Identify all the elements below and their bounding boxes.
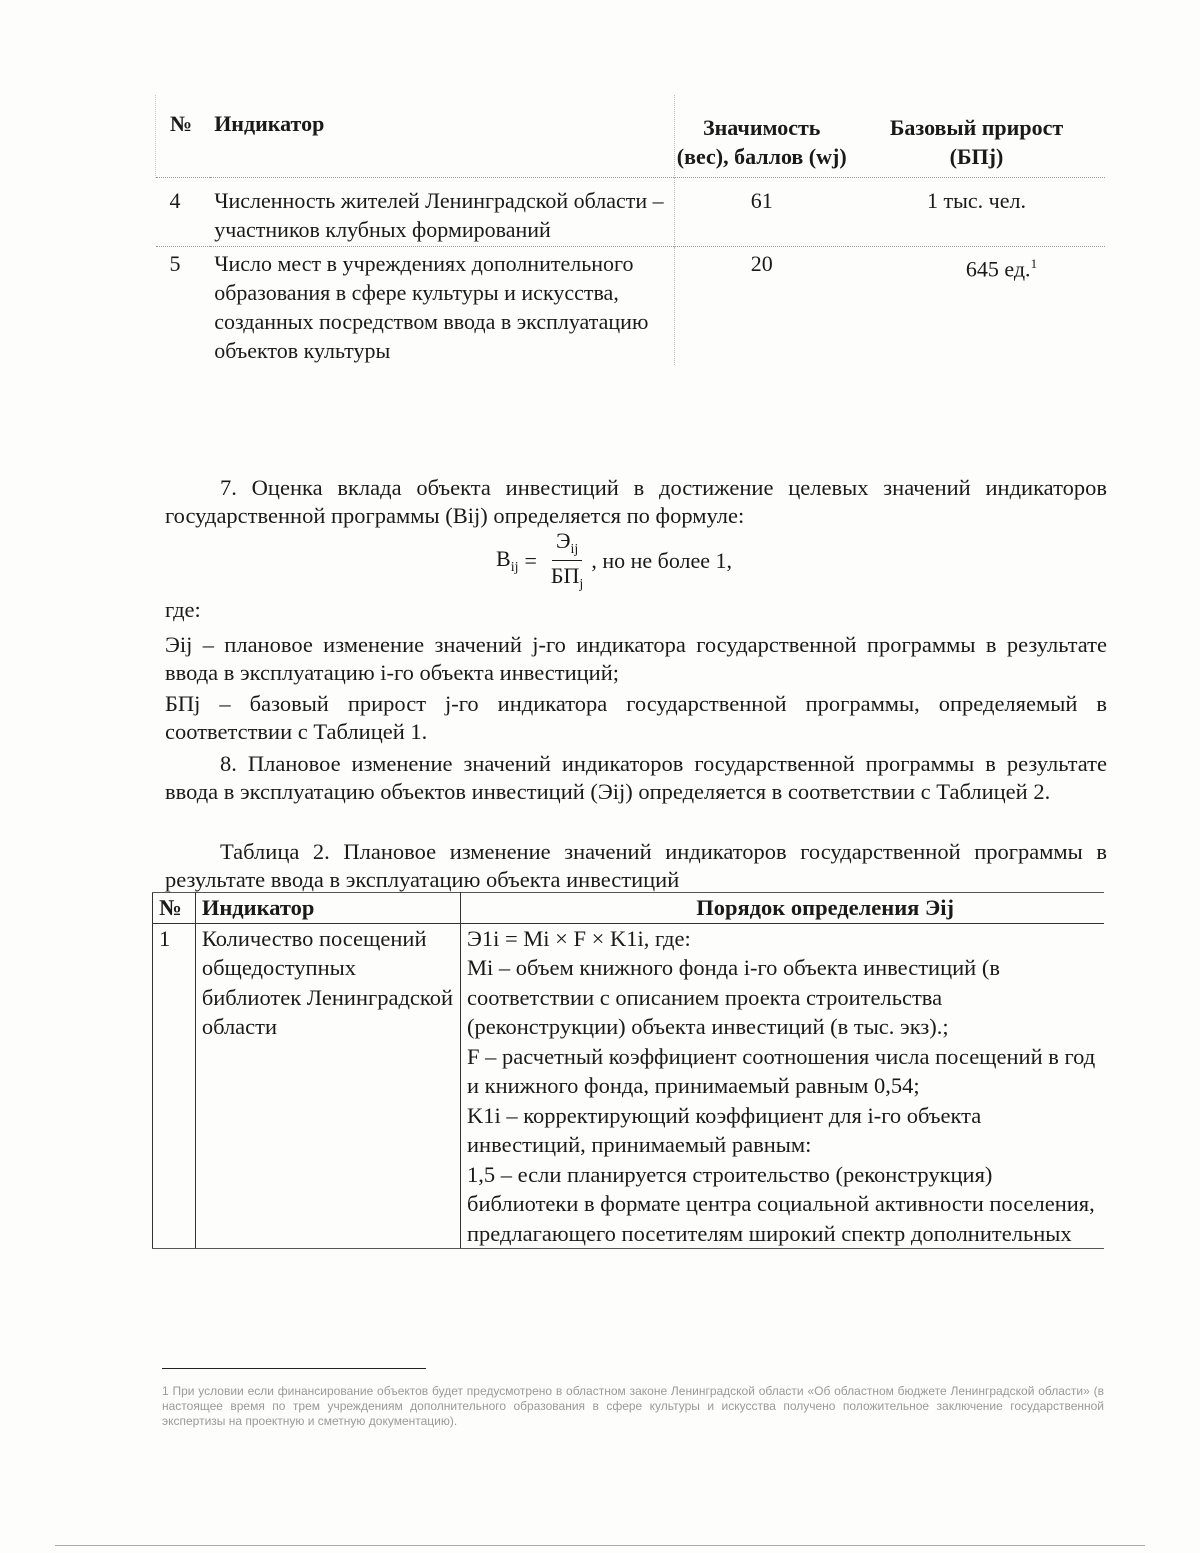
table2-header-no: № <box>153 893 196 924</box>
table2-row-indicator: Количество посещений общедоступных библиотек Ленинградской области <box>195 923 460 1249</box>
table1-row-no: 4 <box>156 178 211 247</box>
table-row <box>156 247 1106 366</box>
method-formula: Э1i = Mi × F × K1i, где: <box>467 925 691 951</box>
method-line: F – расчетный коэффициент соотношения числа посещений в год и книжного фонда, принимаемый равным 0,54; <box>467 1043 1096 1098</box>
formula-tail: , но не более 1, <box>591 547 733 573</box>
footnote-ref: 1 <box>1030 256 1038 271</box>
table1-header-no: № <box>156 95 211 178</box>
table1-header-base: Базовый прирост (БПj) <box>889 115 1064 169</box>
table1-row-weight: 61 <box>675 178 848 247</box>
method-line: 1,5 – если планируется строительство (реконструкция) библиотеки в формате центра социальной активности поселения, предлагающего посетителям широкий спектр дополнительных <box>467 1161 1095 1246</box>
footnote-separator <box>162 1368 426 1369</box>
table-row <box>156 178 1106 247</box>
formula-lhs: $B_{ij}$ <box>496 545 519 575</box>
table2-header-row <box>153 893 1105 924</box>
table1-row-indicator: Число мест в учреждениях дополнительного образования в сфере культуры и искусства, созданных посредством ввода в эксплуатацию объектов культуры <box>210 247 675 366</box>
table1-row-base <box>848 247 1105 366</box>
table2-row-no: 1 <box>153 923 196 1249</box>
table1-row-weight: 20 <box>675 247 848 366</box>
indicators-table-2 <box>152 892 1104 1249</box>
table1-header-weight: Значимость (вес), баллов (wj) <box>675 95 848 178</box>
formula-denominator: $БП_j$ <box>550 563 584 592</box>
definition-bpj: БПj – базовый прирост j-го индикатора государственной программы, определяемый в соответствии с Таблицей 1. <box>165 691 1107 744</box>
table1-row-base-value: 645 ед. <box>965 256 1031 282</box>
method-line: K1i – корректирующий коэффициент для i-го объекта инвестиций, принимаемый равным: <box>467 1102 982 1157</box>
footnote: 1 При условии если финансирование объектов будет предусмотрено в областном законе Ленинградской области «Об областном бюджете Ленинградской области» (в настоящее время по трем учреждениям дополнительного образования в сфере культуры и искусства получено положительное заключение государственной экспертизы на проектную и сметную документацию). <box>162 1384 1104 1428</box>
table1-row-base <box>848 178 1105 247</box>
formula-fraction <box>551 528 583 593</box>
table2-row-method <box>461 923 1105 1249</box>
table1-row-no: 5 <box>156 247 211 366</box>
page-bottom-edge <box>55 1545 1145 1546</box>
table1-row-indicator: Численность жителей Ленинградской области – участников клубных формирований <box>210 178 675 247</box>
table1-header-indicator: Индикатор <box>214 111 325 136</box>
paragraph-8: 8. Плановое изменение значений индикаторов государственной программы в результате ввода в эксплуатацию объектов инвестиций (Эij) определяется в соответствии с Таблицей 2. <box>165 751 1107 804</box>
table2-header-how: Порядок определения Эij <box>461 893 1105 924</box>
formula-equals: = <box>524 547 537 573</box>
method-line: Mi – объем книжного фонда i-го объекта инвестиций (в соответствии с описанием проекта строительства (реконструкции) объекта инвестиций (в тыс. экз).; <box>467 955 1000 1039</box>
table2-caption: Таблица 2. Плановое изменение значений индикаторов государственной программы в результате ввода в эксплуатацию объекта инвестиций <box>165 839 1107 892</box>
paragraph-7: 7. Оценка вклада объекта инвестиций в достижение целевых значений индикаторов государственной программы (Bij) определяется по формуле: <box>165 475 1107 528</box>
table1-row-base-value: 1 тыс. чел. <box>927 188 1026 213</box>
table2-header-indicator: Индикатор <box>195 893 460 924</box>
where-label: где: <box>165 597 201 622</box>
definition-eij: Эij – плановое изменение значений j-го индикатора государственной программы в результате ввода в эксплуатацию i-го объекта инвестиций; <box>165 632 1107 685</box>
table1-header-row <box>156 95 1106 178</box>
contribution-formula <box>496 528 732 593</box>
indicators-table-1 <box>155 95 1105 365</box>
table-row <box>153 923 1105 1249</box>
formula-numerator: $Э_{ij}$ <box>552 528 582 561</box>
